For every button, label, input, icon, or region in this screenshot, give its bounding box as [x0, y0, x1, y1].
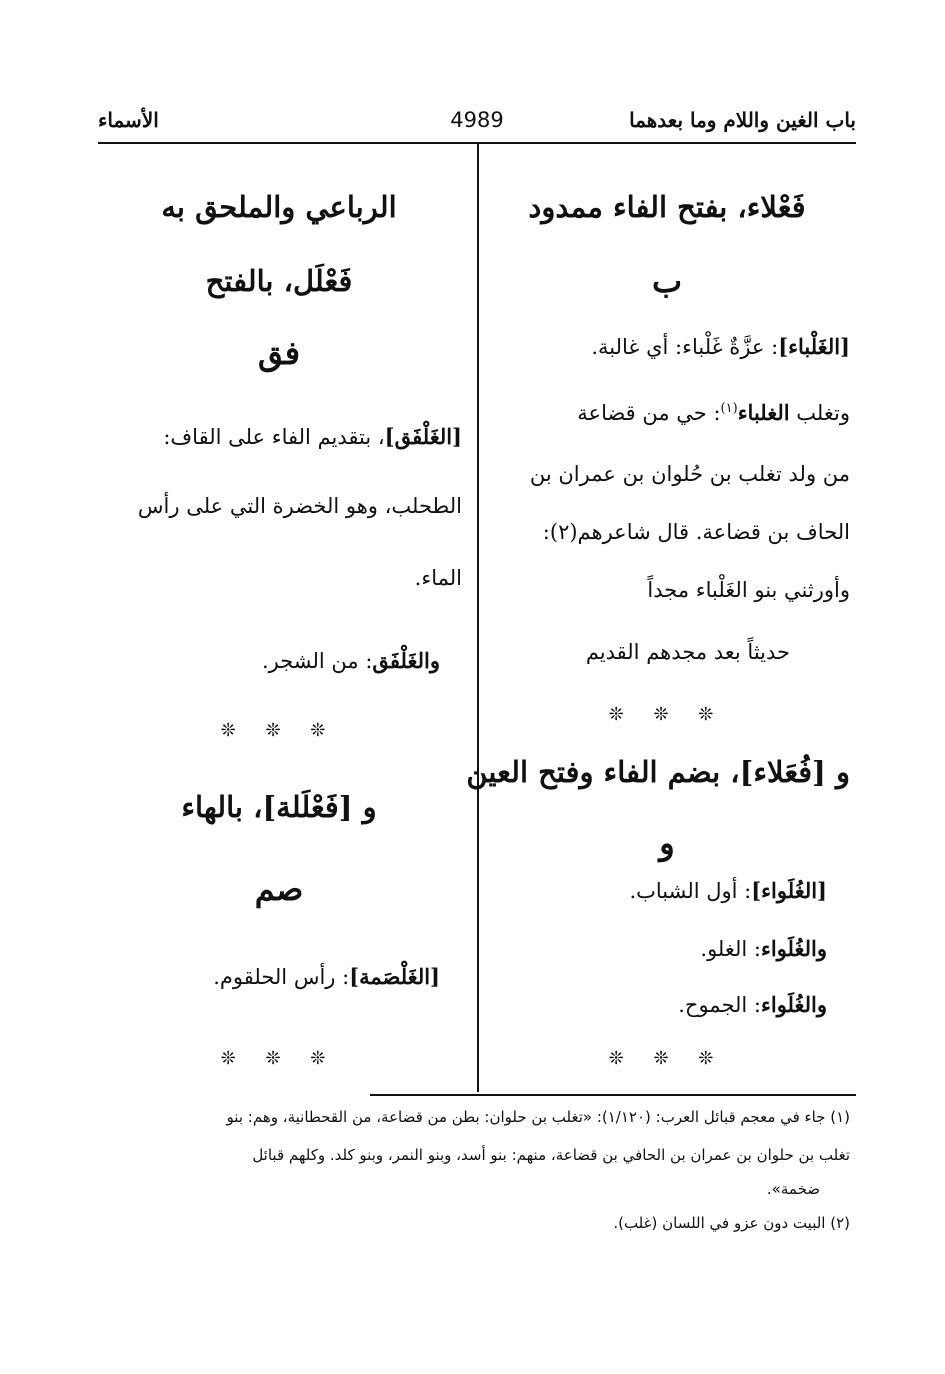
entry-text: : عزَّةٌ غَلْباء: أي غالبة.: [591, 335, 779, 359]
footnote-line: ضخمة».: [766, 1180, 820, 1198]
entry-line: الماء.: [414, 566, 462, 590]
separator-stars: ❊ ❊ ❊: [608, 704, 726, 725]
entry-line: [262, 648, 440, 673]
entry-text: : الغلو.: [700, 937, 761, 961]
entry-headword: والغُلَواء: [760, 992, 827, 1017]
entry-line: الطحلب، وهو الخضرة التي على رأس: [137, 494, 462, 518]
entry-line: [213, 964, 440, 989]
entry-text: : أول الشباب.: [629, 879, 752, 903]
root-heading: فق: [258, 334, 300, 372]
footnote-line: (٢) البيت دون عزو في اللسان (غلب).: [613, 1214, 850, 1232]
separator-stars: ❊ ❊ ❊: [608, 1048, 726, 1069]
entry-headword: الغلباء: [737, 400, 790, 425]
footnote-rule: [370, 1094, 856, 1096]
entry-line: [629, 878, 827, 903]
entry-headword: [الغَلْفَق]: [384, 424, 462, 449]
verse-line: حديثاً بعد مجدهم القديم: [585, 640, 790, 664]
entry-line: [577, 400, 850, 425]
section-heading: الرباعي والملحق به: [161, 190, 397, 224]
running-title-right: باب الغين واللام وما بعدهما: [629, 108, 856, 132]
footnote-line: تغلب بن حلوان بن عمران بن الحافي بن قضاعة، منهم: بنو أسد، وبنو النمر، وبنو كلد. وكلهم قبائل: [252, 1146, 850, 1164]
section-heading: فَعْلاء، بفتح الفاء ممدود: [528, 190, 806, 224]
root-heading: صم: [254, 870, 304, 908]
entry-text: : من الشجر.: [261, 649, 373, 673]
column-divider: [477, 144, 479, 1092]
section-heading: و [فَعْلَلة]، بالهاء: [181, 790, 377, 824]
verse-line: وأورثني بنو الغَلْباء مجداً: [647, 578, 850, 602]
entry-headword: والغُلَواء: [760, 936, 827, 961]
entry-line: الحاف بن قضاعة. قال شاعرهم(٢):: [542, 520, 850, 544]
entry-line: من ولد تغلب بن حُلوان بن عمران بن: [529, 462, 850, 486]
page-header: [98, 100, 856, 140]
entry-text: : حي من قضاعة: [577, 401, 721, 425]
separator-stars: ❊ ❊ ❊: [220, 1048, 338, 1069]
footnote-marker: (١): [720, 401, 738, 416]
running-title-left: الأسماء: [98, 108, 159, 132]
entry-line: [591, 334, 850, 359]
entry-line: [678, 992, 827, 1017]
entry-headword: والغَلْفَق: [372, 648, 440, 673]
entry-text: : رأس الحلقوم.: [213, 965, 350, 989]
entry-line: [163, 424, 462, 449]
entry-headword: [الغُلَواء]: [751, 878, 827, 903]
root-heading: و: [659, 824, 675, 862]
entry-line: [700, 936, 827, 961]
separator-stars: ❊ ❊ ❊: [220, 720, 338, 741]
entry-text: : الجموح.: [678, 993, 761, 1017]
entry-headword: [الغَلْصَمة]: [349, 964, 440, 989]
entry-text: ، بتقديم الفاء على القاف:: [163, 425, 385, 449]
entry-headword: [الغَلْباء]: [778, 334, 850, 359]
section-heading: فَعْلَل، بالفتح: [205, 264, 353, 298]
section-heading: و [فُعَلاء]، بضم الفاء وفتح العين: [466, 755, 850, 789]
footnote-line: (١) جاء في معجم قبائل العرب: (١/١٢٠): «تغلب بن حلوان: بطن من قضاعة، من القحطانية، وهم: بنو: [226, 1108, 850, 1126]
page-number: 4989: [450, 108, 504, 132]
entry-text: وتغلب: [789, 401, 850, 425]
root-heading: ب: [651, 262, 683, 300]
